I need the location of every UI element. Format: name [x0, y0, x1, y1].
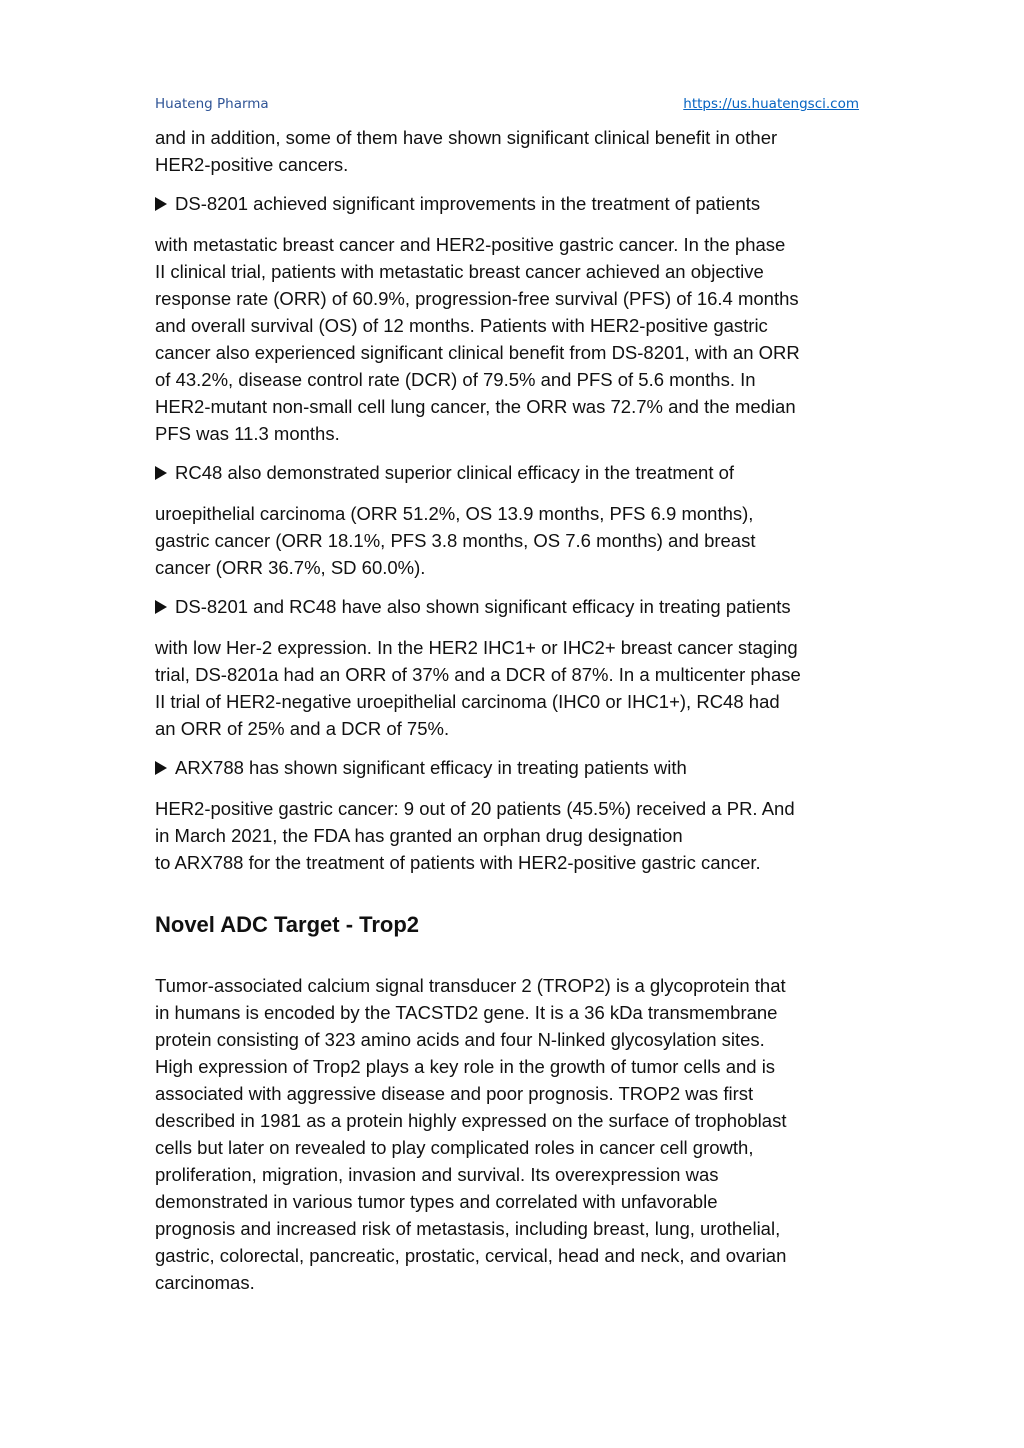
company-name: Huateng Pharma — [155, 96, 269, 112]
triangle-right-icon — [155, 761, 167, 775]
rc48-paragraph: uroepithelial carcinoma (ORR 51.2%, OS 13.9 months, PFS 6.9 months), gastric cancer (ORR 18.1%, PFS 3.8 months, OS 7.6 months) and breast cancer (ORR 36.7%, SD 60.0%). — [155, 503, 756, 578]
triangle-right-icon — [155, 197, 167, 211]
triangle-right-icon — [155, 600, 167, 614]
bullet-low-her2 — [155, 593, 873, 620]
trop2-paragraph: Tumor-associated calcium signal transducer 2 (TROP2) is a glycoprotein that in humans is encoded by the TACSTD2 gene. It is a 36 kDa transmembrane protein consisting of 323 amino acids and four N-linked glycosylation sites. High expression of Trop2 plays a key role in the growth of tumor cells and is associated with aggressive disease and poor prognosis. TROP2 was first described in 1981 as a protein highly expressed on the surface of trophoblast cells but later on revealed to play complicated roles in cancer cell growth, proliferation, migration, invasion and survival. Its overexpression was demonstrated in various tumor types and correlated with unfavorable prognosis and increased risk of metastasis, including breast, lung, urothelial, gastric, colorectal, pancreatic, prostatic, cervical, head and neck, and ovarian carcinomas. — [155, 975, 787, 1293]
bullet-arx788-text: ARX788 has shown significant efficacy in treating patients with — [175, 757, 687, 778]
bullet-low-her2-text: DS-8201 and RC48 have also shown significant efficacy in treating patients — [175, 596, 791, 617]
triangle-right-icon — [155, 466, 167, 480]
section-title: Novel ADC Target - Trop2 — [155, 912, 420, 937]
bullet-ds8201-text: DS-8201 achieved significant improvements in the treatment of patients — [175, 193, 761, 214]
bullet-ds8201 — [155, 190, 873, 217]
low-her2-paragraph: with low Her-2 expression. In the HER2 IHC1+ or IHC2+ breast cancer staging trial, DS-8201a had an ORR of 37% and a DCR of 87%. In a multicenter phase II trial of HER2-negative uroepithelial carcinoma (IHC0 or IHC1+), RC48 had an ORR of 25% and a DCR of 75%. — [155, 637, 801, 739]
bullet-arx788 — [155, 754, 873, 781]
intro-paragraph: and in addition, some of them have shown significant clinical benefit in other HER2-positive cancers. — [155, 127, 778, 175]
document-body — [155, 124, 873, 1296]
page-header — [155, 96, 859, 114]
bullet-rc48 — [155, 459, 873, 486]
bullet-rc48-text: RC48 also demonstrated superior clinical efficacy in the treatment of — [175, 462, 735, 483]
arx788-paragraph: HER2-positive gastric cancer: 9 out of 20 patients (45.5%) received a PR. And in March 2021, the FDA has granted an orphan drug designation to ARX788 for the treatment of patients with HER2-positive gastric cancer. — [155, 798, 795, 873]
website-link[interactable]: https://us.huatengsci.com — [683, 96, 859, 112]
ds8201-paragraph: with metastatic breast cancer and HER2-positive gastric cancer. In the phase II clinical trial, patients with metastatic breast cancer achieved an objective response rate (ORR) of 60.9%, progression-free survival (PFS) of 16.4 months and overall survival (OS) of 12 months. Patients with HER2-positive gastric cancer also experienced significant clinical benefit from DS-8201, with an ORR of 43.2%, disease control rate (DCR) of 79.5% and PFS of 5.6 months. In HER2-mutant non-small cell lung cancer, the ORR was 72.7% and the median PFS was 11.3 months. — [155, 234, 800, 444]
